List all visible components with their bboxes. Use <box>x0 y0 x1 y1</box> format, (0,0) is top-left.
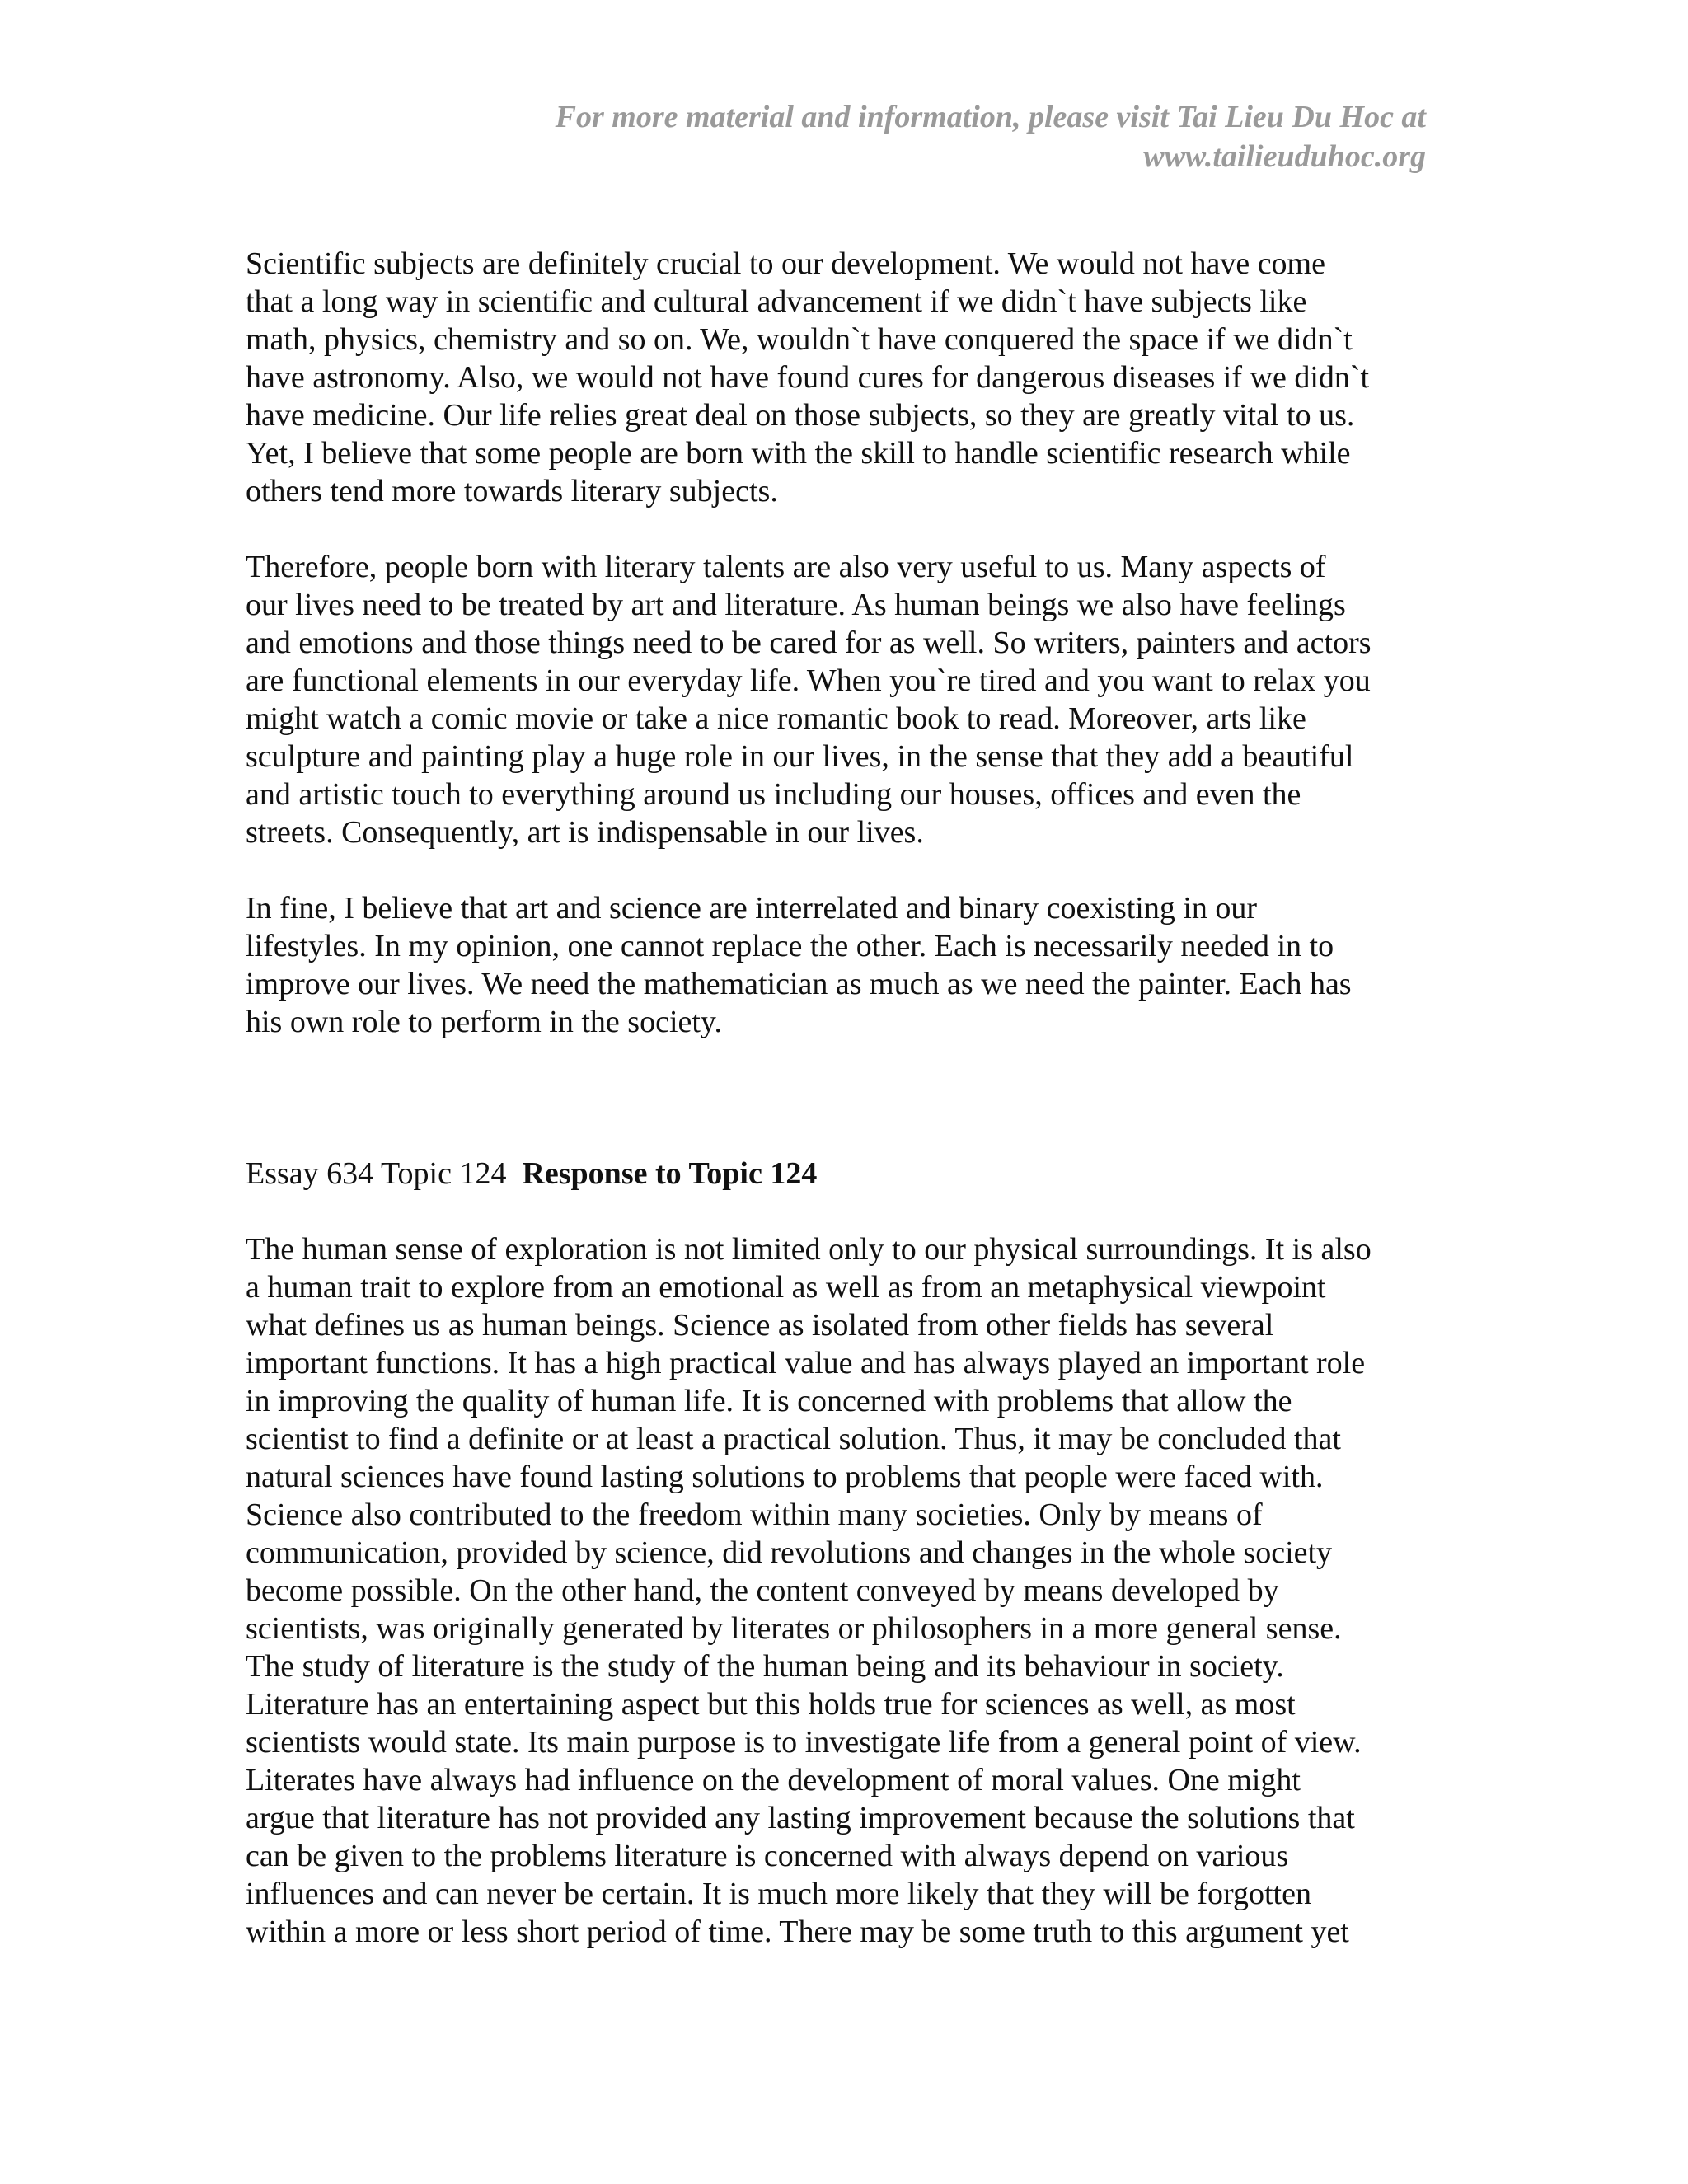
paragraph-spacer <box>246 510 1449 548</box>
text-line: argue that literature has not provided any lasting improvement because the solutions that <box>246 1801 1355 1835</box>
text-line: Therefore, people born with literary talents are also very useful to us. Many aspects of <box>246 550 1326 584</box>
text-line: what defines us as human beings. Science as isolated from other fields has several <box>246 1308 1274 1343</box>
text-line: become possible. On the other hand, the content conveyed by means developed by <box>246 1573 1279 1608</box>
text-line: scientists would state. Its main purpose is to investigate life from a general point of view. <box>246 1725 1362 1760</box>
text-line: Scientific subjects are definitely crucial to our development. We would not have come <box>246 246 1325 281</box>
text-line: can be given to the problems literature is concerned with always depend on various <box>246 1839 1289 1873</box>
essay-body-paragraph <box>246 1230 1449 1951</box>
paragraph-spacer <box>246 1193 1449 1230</box>
text-line: others tend more towards literary subjects. <box>246 474 778 509</box>
essay-heading <box>246 1155 1449 1193</box>
text-line: Yet, I believe that some people are born with the skill to handle scientific research while <box>246 436 1351 471</box>
text-line: Science also contributed to the freedom within many societies. Only by means of <box>246 1497 1263 1532</box>
paragraph-conclusion <box>246 889 1449 1041</box>
section-spacer <box>246 1041 1449 1155</box>
text-line: that a long way in scientific and cultural advancement if we didn`t have subjects like <box>246 284 1307 319</box>
text-line: influences and can never be certain. It is much more likely that they will be forgotten <box>246 1877 1311 1911</box>
text-line: have medicine. Our life relies great deal on those subjects, so they are greatly vital to us. <box>246 398 1355 433</box>
text-line: his own role to perform in the society. <box>246 1005 722 1039</box>
text-line: Literates have always had influence on the development of moral values. One might <box>246 1763 1301 1797</box>
document-body <box>246 245 1449 1951</box>
text-line: lifestyles. In my opinion, one cannot replace the other. Each is necessarily needed in to <box>246 929 1334 963</box>
text-line: our lives need to be treated by art and literature. As human beings we also have feelings <box>246 588 1346 622</box>
paragraph-spacer <box>246 851 1449 889</box>
text-line: math, physics, chemistry and so on. We, wouldn`t have conquered the space if we didn`t <box>246 322 1353 357</box>
text-line: sculpture and painting play a huge role in our lives, in the sense that they add a beautiful <box>246 739 1354 774</box>
text-line: have astronomy. Also, we would not have found cures for dangerous diseases if we didn`t <box>246 360 1370 395</box>
source-header-line-1: For more material and information, please visit Tai Lieu Du Hoc at <box>555 100 1426 134</box>
text-line: natural sciences have found lasting solutions to problems that people were faced with. <box>246 1460 1324 1494</box>
text-line: scientist to find a definite or at least a practical solution. Thus, it may be concluded that <box>246 1422 1341 1456</box>
text-line: and artistic touch to everything around us including our houses, offices and even the <box>246 777 1301 812</box>
text-line: streets. Consequently, art is indispensable in our lives. <box>246 815 924 850</box>
text-line: The human sense of exploration is not limited only to our physical surroundings. It is also <box>246 1232 1372 1267</box>
text-line: important functions. It has a high practical value and has always played an important role <box>246 1346 1366 1380</box>
text-line: might watch a comic movie or take a nice romantic book to read. Moreover, arts like <box>246 701 1306 736</box>
text-line: Literature has an entertaining aspect but this holds true for sciences as well, as most <box>246 1687 1296 1722</box>
text-line: The study of literature is the study of the human being and its behaviour in society. <box>246 1649 1284 1684</box>
source-header <box>354 97 1426 176</box>
essay-topic-label: Essay 634 Topic 124 <box>246 1156 507 1191</box>
source-header-url: www.tailieuduhoc.org <box>1143 139 1426 174</box>
text-line: are functional elements in our everyday life. When you`re tired and you want to relax you <box>246 663 1371 698</box>
text-line: in improving the quality of human life. It is concerned with problems that allow the <box>246 1384 1292 1418</box>
paragraph-science <box>246 245 1449 510</box>
text-line: scientists, was originally generated by literates or philosophers in a more general sense. <box>246 1611 1342 1646</box>
text-line: In fine, I believe that art and science are interrelated and binary coexisting in our <box>246 891 1258 926</box>
text-line: communication, provided by science, did revolutions and changes in the whole society <box>246 1535 1333 1570</box>
text-line: improve our lives. We need the mathematician as much as we need the painter. Each has <box>246 967 1352 1001</box>
text-line: and emotions and those things need to be cared for as well. So writers, painters and actors <box>246 626 1372 660</box>
text-line: a human trait to explore from an emotional as well as from an metaphysical viewpoint <box>246 1270 1326 1305</box>
essay-title: Response to Topic 124 <box>522 1156 818 1191</box>
paragraph-literature <box>246 548 1449 851</box>
text-line: within a more or less short period of time. There may be some truth to this argument yet <box>246 1915 1349 1949</box>
